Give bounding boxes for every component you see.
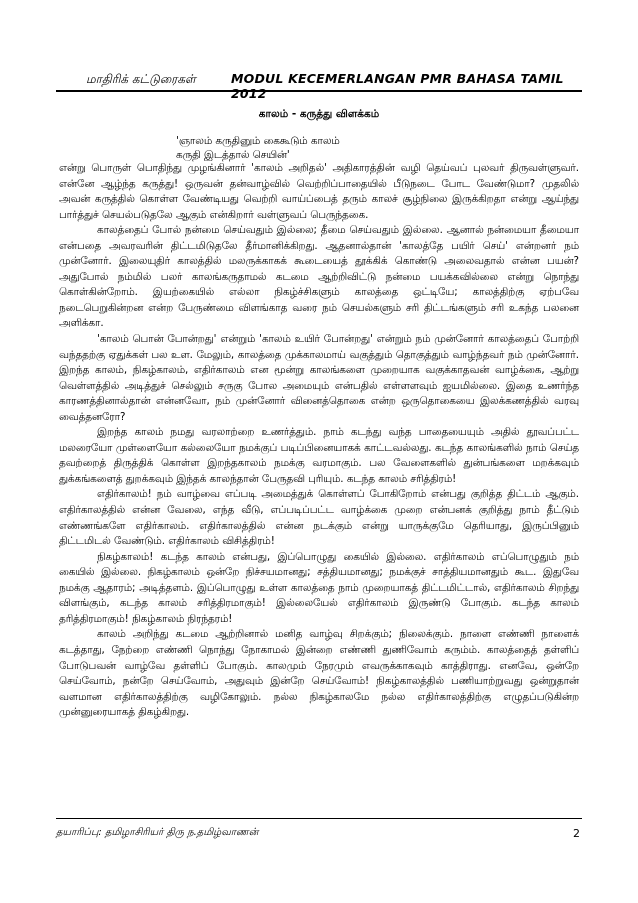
- quote-line-1: 'ஞாலம் கருதினும் கைகூடும் காலம்: [176, 135, 340, 147]
- paragraph: நிகழ்காலம்! கடந்த காலம் என்பது, இப்பொழுது கையில் இல்லை. எதிர்காலம் எப்பொழுதும் நம் கையில் இல்லை. நிகழ்காலம் ஒன்றே நிச்சயமானது; சத்தியமானது; நமக்குச் சாத்தியமானதும் கூட. இதுவே நமக்கு ஆதாரம்; அடித்தளம். இப்பொழுது உள்ள காலத்தை நாம் முறையாகத் திட்டமிட்டால், எதிர்காலம் சிறந்து விளங்கும், கடந்த காலம் சரித்திரமாகும்! இல்லையேல் எதிர்காலம் இருண்டு போகும். கடந்த காலம் தரித்திரமாகும்! நிகழ்காலம் நிரந்தரம்!: [59, 550, 579, 625]
- quote-line-2: கருதி இடத்தால் செயின்': [176, 149, 290, 161]
- prepared-by: தயாரிப்பு: தமிழாசிரியர் திரு ந.தமிழ்வாணன்: [56, 827, 259, 838]
- paragraph: காலம் அறிந்து கடமை ஆற்றினால் மனித வாழ்வு சிறக்கும்; நிலைக்கும். நாளை எண்ணி நாளைக் கடத்தாது, நேற்றை எண்ணி நொந்து நோகாமல் இன்றை எண்ணி துணிவோம் கரும்ம். காலத்தைத் தள்ளிப் போடுபவன் வாழ்வே தள்ளிப் போகும். காலமும் நேரமும் எவருக்காகவும் காத்திராது. எனவே, ஒன்றே செய்வோம், நன்றே செய்வோம், அதுவும் இன்றே செய்வோம்! நிகழ்காலத்தில் பணியாற்றுவது ஒன்றுதான் வளமான எதிர்காலத்திற்கு வழிகோலும். நல்ல நிகழ்காலமே நல்ல எதிர்காலத்திற்கு எழுதப்படுகின்ற முன்னுரையாகத் திகழ்கிறது.: [59, 628, 579, 719]
- essay-title: காலம் - கருத்து விளக்கம்: [258, 108, 380, 120]
- paragraph: எதிர்காலம்! நம் வாழ்வை எப்படி அமைத்துக் கொள்ளப் போகிறோம் என்பது குறித்த திட்டம் ஆகும். எதிர்காலத்தில் என்ன வேலை, எந்த வீடு, எப்படிப்பட்ட வாழ்க்கை முறை என்பனக் குறித்து நாம் தீட்டும் எண்ணங்களே எதிர்காலம். எதிர்காலத்தில் என்ன நடக்கும் என்று யாருக்குமே தெரியாது, இருப்பினும் திட்டமிடல் வேண்டும். எதிர்காலம் விசித்திரம்!: [59, 488, 579, 548]
- header-right-title: MODUL KECEMERLANGAN PMR BAHASA TAMIL 2012: [231, 71, 564, 101]
- footer-rule: [56, 818, 582, 819]
- paragraph: இறந்த காலம் நமது வரலாற்றை உணர்த்தும். நாம் கடந்து வந்த பாதையையும் அதில் தூவப்பட்ட மலரையோ முள்ளையோ கல்லையோ நமக்குப் படிப்பினையாகக் காட்டவல்லது. கடந்த காலங்களில் நாம் செய்த தவற்றைத் திருத்திக் கொள்ள இறந்தகாலம் நமக்கு வரமாகும். பல வேளைகளில் துன்பங்களை மறக்கவும் துக்கங்களைத் துறக்கவும் இந்தக் காலந்தான் பேருதவி புரியும். கடந்த காலம் சரித்திரம்!: [59, 426, 579, 485]
- page-number: 2: [573, 827, 580, 840]
- paragraph: காலத்தைப் போல் நன்மை செய்வதும் இல்லை; தீமை செய்வதும் இல்லை. ஆனால் நன்மையா தீமையா என்பதை அவரவரின் திட்டமிடுதலே தீர்மானிக்கிறது. ஆதனால்தான் 'காலத்தே பயிர் செய்' என்றனர் நம் முன்னோர். இலையுதிர் காலத்தில் மலருக்காகக் கூடையைத் தூக்கிக் கொண்டு அலைவதால் என்ன பயன்? அதுபோல் நம்மில் பலர் காலங்கருதாமல் கடமை ஆற்றிவிட்டு நன்மை பயக்கவில்லை என்று நொந்து கொள்கின்றோம். இயற்கையில் எல்லா நிகழ்ச்சிகளும் காலத்தை ஒட்டியே; காலத்திற்கு ஏற்பவே நடைபெறுகின்றன என்ற பேருண்மை விளங்காத வரை நம் செயல்களும் சரி திட்டங்களும் சரி உகந்த பலனை அளிக்கா.: [59, 224, 579, 330]
- page-header: [56, 70, 582, 101]
- page-footer: [56, 818, 582, 848]
- paragraph: 'காலம் பொன் போன்றது' என்றும் 'காலம் உயிர் போன்றது' என்றும் நம் முன்னோர் காலத்தைப் போற்றி வந்ததற்கு ஏதுக்கள் பல உள. மேலும், காலத்தை முக்காலமாய் வகுத்தும் தொகுத்தும் வாழ்ந்தவர் நம் முன்னோர். இறந்த காலம், நிகழ்காலம், எதிர்காலம் என மூன்று காலங்களை முறையாக வகுக்காதவன் வாழ்க்கை, ஆற்று வெள்ளத்தில் அடித்துச் செல்லும் சருகு போல அமையும் என்பதில் எள்ளளவும் ஐயமில்லை. இதை உணர்ந்த காரணத்தினால்தான் என்னவோ, நம் முன்னோர் வினைத்தொகை என்ற ஒருதொகையை இலக்கணத்தில் வரவு வைத்தனரோ?: [59, 333, 579, 423]
- essay-body: [59, 161, 579, 721]
- header-rule: [56, 90, 582, 92]
- paragraph: என்று பொருள் பொதிந்து முழங்கினார் 'காலம் அறிதல்' அதிகாரத்தின் வழி தெய்வப் புலவர் திருவள்ளுவர். என்னே ஆழ்ந்த கருத்து! ஒருவன் தன்வாழ்வில் வெற்றிப்பாதையில் பீடுநடை போட வேண்டுமா? முதலில் அவன் கருத்தில் கொள்ள வேண்டியது வெற்றி வாய்ப்பைத் தரும் காலச் சூழ்நிலை இருக்கிறதா என்று ஆய்ந்து பார்த்துச் செயல்படுதலே ஆகும் என்கிறார் வள்ளுவப் பெருந்தகை.: [59, 162, 579, 221]
- header-left-title: மாதிரிக் கட்டுரைகள்: [86, 72, 196, 86]
